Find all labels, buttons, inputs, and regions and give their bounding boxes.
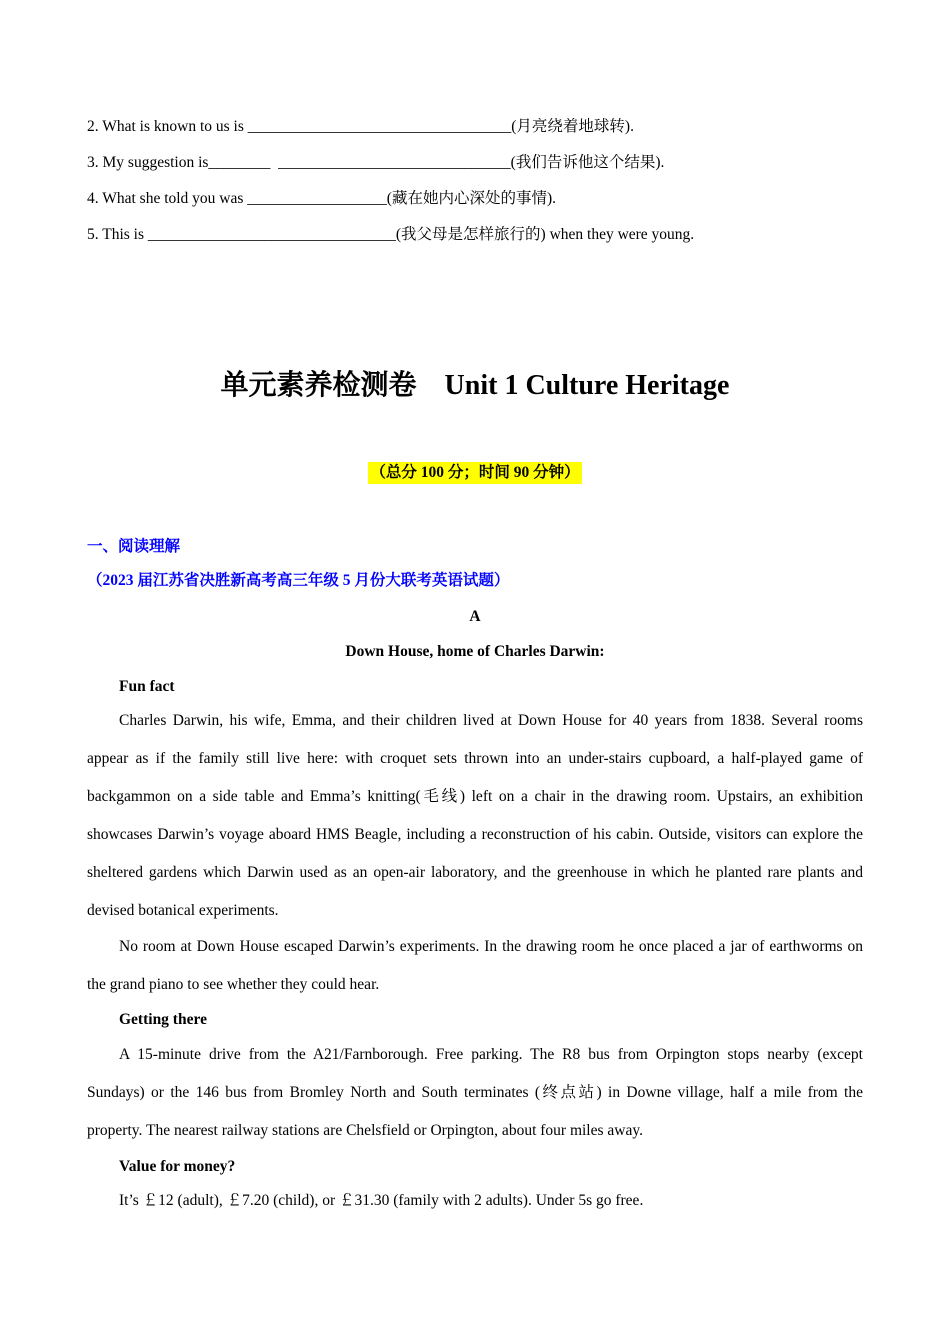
passage-label: A (469, 608, 481, 625)
fun-fact-paragraph-2: No room at Down House escaped Darwin’s experiments. In the drawing room he once placed a jar of earthworms on the grand piano to see whether they could hear. (87, 938, 863, 993)
section-heading: 一、阅读理解 (87, 538, 181, 555)
fun-fact-paragraph-1: Charles Darwin, his wife, Emma, and their children lived at Down House for 40 years from 1838. Several rooms appear as if the family still live here: with croquet sets thrown into an under-stairs cupboard, a half-played game of backgammon on a side table and Emma’s knitting(毛线) left on a chair in the drawing room. Upstairs, an exhibition showcases Darwin’s voyage aboard HMS Beagle, including a reconstruction of his cabin. Outside, visitors can explore the sheltered gardens which Darwin used as an open-air laboratory, and the greenhouse in which he planted rare plants and devised botanical experiments. (87, 712, 863, 919)
exercise-line-5: 5. This is ________________________________(我父母是怎样旅行的) when they were young. (87, 226, 695, 243)
score-info-wrapper (0, 462, 950, 484)
score-info: （总分 100 分；时间 90 分钟） (368, 462, 581, 484)
exercise-line-4: 4. What she told you was __________________(藏在她内心深处的事情). (87, 190, 556, 207)
passage-heading: Down House, home of Charles Darwin: (345, 643, 605, 660)
value-paragraph: It’s ￡12 (adult), ￡7.20 (child), or ￡31.30 (family with 2 adults). Under 5s go free. (119, 1192, 644, 1209)
value-heading: Value for money? (119, 1158, 236, 1175)
test-title: 单元素养检测卷 Unit 1 Culture Heritage (220, 370, 730, 401)
getting-there-heading: Getting there (119, 1011, 207, 1028)
section-source: （2023 届江苏省决胜新高考高三年级 5 月份大联考英语试题） (87, 572, 510, 589)
getting-there-paragraph: A 15-minute drive from the A21/Farnborough. Free parking. The R8 bus from Orpington stops nearby (except Sundays) or the 146 bus from Bromley North and South terminates (终点站) in Downe village, half a mile from the property. The nearest railway stations are Chelsfield or Orpington, about four miles away. (87, 1046, 863, 1139)
exercise-line-3: 3. My suggestion is________ ______________________________(我们告诉他这个结果). (87, 154, 665, 171)
fun-fact-heading: Fun fact (119, 678, 175, 695)
exercise-line-2: 2. What is known to us is __________________________________(月亮绕着地球转). (87, 118, 634, 135)
